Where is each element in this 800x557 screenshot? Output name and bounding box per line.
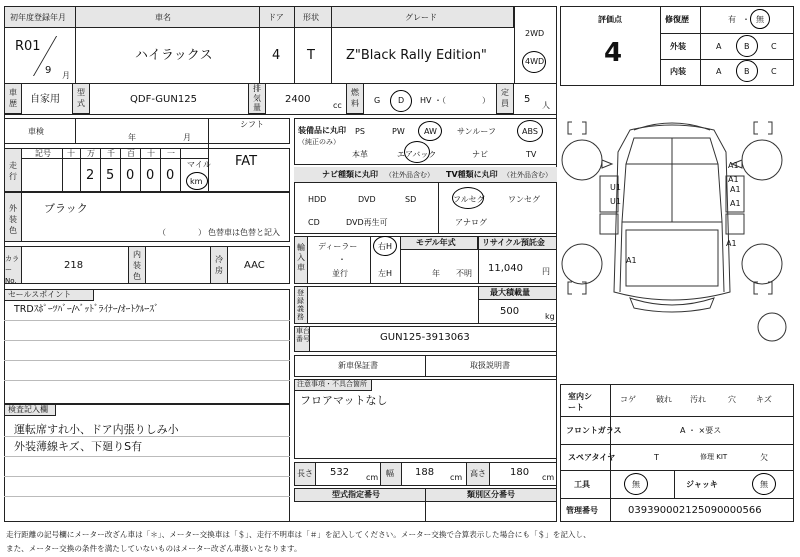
footer-note-2: また、メーター交換の条件を満たしていないものはメーター改ざん車扱いとなります。 <box>6 544 302 553</box>
notes-label: 注意事項・不具合箇所 <box>297 380 367 388</box>
first-reg-month: 9 <box>45 65 52 76</box>
shape-label: 形状 <box>303 13 319 22</box>
drive-4wd: 4WD <box>525 57 545 66</box>
inspector-line2: 外装薄線キズ、下廻りS有 <box>14 440 143 453</box>
door-label: ドア <box>268 13 284 22</box>
category-no-label: 類別区分番号 <box>467 490 515 499</box>
warranty-label: 新車保証書 <box>338 361 378 370</box>
fuel-label: 燃料 <box>351 88 359 108</box>
jack-value: 無 <box>760 480 768 489</box>
chassis-value: GUN125-3913063 <box>380 332 470 343</box>
doors-value: 4 <box>272 48 281 63</box>
equip-aw: AW <box>424 127 437 136</box>
chassis-label: 車台番号 <box>296 327 310 343</box>
aw-circle <box>418 121 442 141</box>
shift-value: FAT <box>235 154 258 169</box>
damage-mark: A1 <box>626 256 637 265</box>
car-diagram <box>560 112 796 372</box>
color-no-label: カラーNo. <box>5 255 19 285</box>
exterior-color-label: 外装色 <box>9 204 17 235</box>
displacement-value: 2400 <box>285 94 311 105</box>
inspection-label: 車検 <box>28 127 44 136</box>
equipment-label: 装備品に丸印 <box>298 126 346 135</box>
interior-b-circle <box>736 60 758 82</box>
first-reg-value: R01 <box>15 39 41 54</box>
abs-circle <box>517 120 543 142</box>
score-label: 評価点 <box>598 15 622 24</box>
equip-airbag: エアバック <box>397 150 437 159</box>
damage-mark: A1 <box>728 175 739 184</box>
capacity-label: 定員 <box>501 88 509 108</box>
color-no-value: 218 <box>64 260 84 271</box>
mileage-digit: 2 <box>86 168 95 183</box>
model-value: QDF-GUN125 <box>130 94 197 105</box>
tools-value: 無 <box>632 480 640 489</box>
usage-value: 自家用 <box>30 94 60 105</box>
max-load-value: 500 <box>500 306 520 317</box>
width-value: 188 <box>415 467 435 478</box>
first-reg-label: 初年度登録年月 <box>10 13 66 22</box>
km-circle <box>186 172 208 190</box>
auction-sheet: 初年度登録年月 車名 ドア 形状 グレード R01 9 月 ハイラックス 4 T Z"Black Rally Edition" 2WD 4WD 車歴 自家用 型式 QDF-GUN125 排気量 2400 cc 燃料 G D HV ・（ ） 定員 5 人 車検 年 月 シフト FAT 走行 記号 十 万 千 百 十 一 2 5 0 0 0 マイル km 外装色 ブラック （ ） 色替車は色替と記入 カラーNo. 218 内装色 冷房 AAC セールスポイント TRDｽﾎﾟｰﾂﾊﾞｰ/ﾍﾞｯﾄﾞﾗｲﾅｰ/ｵｰﾄｸﾙｰｽﾞ 検査記入欄 運転席すれ小、ドア内張りしみ小 外装薄線キズ、下廻りS有 装備品に丸印 （純正のみ） PS PW AW サンルーフ ABS 本革 エアバック ナビ TV ナビ種類に丸印 （社外品含む） TV種類に丸印 （社外品含む） HDD DVD SD CD DVD再生可 フルセグ ワンセグ アナログ 輸入車 ディーラー ・ 並行 右H 左H モデル年式 年 不明 リサイクル預託金 11,040 円 登録義務 最大積載量 500 kg 車台番号 GUN125-3913063 新車保証書 取扱説明書 注意事項・不具合箇所 フロアマットなし 長さ 532 cm 幅 188 cm 高さ 180 cm 型式指定番号 類別区分番号 評価点 4 修復歴 有 ・ 無 外装 A B C 内装 A B C U1 A1 A1 U1 A1 A1 A1 A1 室内シート コゲ 破れ 汚れ 穴 キズ フロントガラス A ・ ×要ス スペアタイヤ T 修理 KIT 欠 工具 無 ジャッキ 無 管理番号 039390002125090000566 走行距離の記号欄にメーター改ざん車は「＊」、メーター交換車は「＄」、走行不明車は「＃」を記入してください。メーター交換で合算表示した場合にも「＄」を記入し、 また、メーター交換の条件を満たしていないものはメーター改ざん車扱いとなります。 <box>0 0 800 557</box>
inspector-line1: 運転席すれ小、ドア内張りしみ小 <box>14 423 179 436</box>
footer-note-1: 走行距離の記号欄にメーター改ざん車は「＊」、メーター交換車は「＄」、走行不明車は「＃」を記入してください。メーター交換で合算表示した場合にも「＄」を記入し、 <box>6 530 591 539</box>
capacity-value: 5 <box>524 94 531 105</box>
grade-label: グレード <box>405 13 437 22</box>
drive-2wd: 2WD <box>525 29 545 38</box>
fuel-d-circle <box>390 90 412 112</box>
model-label: 型式 <box>77 88 85 108</box>
displacement-label: 排気量 <box>253 84 261 112</box>
grade-value: Z"Black Rally Edition" <box>346 48 487 63</box>
score-value: 4 <box>604 38 623 68</box>
exterior-b: B <box>744 42 750 51</box>
mileage-digit: 0 <box>126 168 135 183</box>
inspector-label: 検査記入欄 <box>8 405 48 414</box>
km-unit: km <box>190 177 203 186</box>
aircon-label: 冷房 <box>215 255 223 275</box>
fullseg-circle <box>452 187 484 209</box>
notes-value: フロアマットなし <box>300 394 388 407</box>
tools-label: 工具 <box>574 480 590 489</box>
model-year-label: モデル年式 <box>416 238 456 247</box>
sales-point-label: セールスポイント <box>8 290 72 299</box>
mileage-digit: 0 <box>166 168 175 183</box>
exterior-color-value: ブラック <box>44 202 88 215</box>
navi-label: ナビ種類に丸印 <box>322 170 378 179</box>
usage-label: 車歴 <box>9 88 17 108</box>
damage-mark: A1 <box>730 185 741 194</box>
seat-label: 室内シート <box>568 392 592 412</box>
windshield-label: フロントガラス <box>566 426 622 435</box>
registration-label: 登録義務 <box>297 289 304 321</box>
damage-mark: A1 <box>730 199 741 208</box>
repair-none: 無 <box>756 15 764 24</box>
tv-label: TV種類に丸印 <box>446 170 498 179</box>
mileage-digit: 0 <box>146 168 155 183</box>
car-name-label: 車名 <box>155 13 171 22</box>
right-hand-drive: 右H <box>378 242 393 251</box>
jack-circle <box>752 473 776 495</box>
car-name-value: ハイラックス <box>135 48 213 63</box>
sales-point-value: TRDｽﾎﾟｰﾂﾊﾞｰ/ﾍﾞｯﾄﾞﾗｲﾅｰ/ｵｰﾄｸﾙｰｽﾞ <box>14 304 159 315</box>
interior-b: B <box>744 67 750 76</box>
spare-label: スペアタイヤ <box>568 453 616 462</box>
exterior-color-note: 色替車は色替と記入 <box>208 228 280 237</box>
damage-mark: A1 <box>726 239 737 248</box>
shift-label: シフト <box>240 120 264 129</box>
shape-value: T <box>307 48 315 63</box>
type-no-label: 型式指定番号 <box>332 490 380 499</box>
aircon-value: AAC <box>244 260 265 271</box>
damage-mark: U1 <box>610 183 621 192</box>
windshield-value: A ・ ×要ス <box>680 426 722 435</box>
manual-label: 取扱説明書 <box>470 361 510 370</box>
fuel-d: D <box>398 96 405 105</box>
management-value: 039390002125090000566 <box>628 505 762 516</box>
tools-circle <box>624 473 648 495</box>
right-h-circle <box>373 236 397 256</box>
damage-mark: U1 <box>610 197 621 206</box>
recycle-value: 11,040 <box>488 263 523 274</box>
exterior-b-circle <box>736 35 758 57</box>
airbag-circle <box>404 141 430 163</box>
tv-fullseg: フルセグ <box>453 195 485 204</box>
length-value: 532 <box>330 467 350 478</box>
repair-none-circle <box>750 9 770 29</box>
import-label: 輸入車 <box>297 243 305 272</box>
drive-4wd-circle <box>522 51 546 73</box>
interior-color-label: 内装色 <box>133 250 141 281</box>
equip-abs: ABS <box>522 127 538 136</box>
damage-mark: A1 <box>728 161 739 170</box>
max-load-label: 最大積載量 <box>490 288 530 297</box>
height-value: 180 <box>510 467 530 478</box>
mileage-digit: 5 <box>106 168 115 183</box>
mileage-label: 走行 <box>9 161 17 181</box>
management-label: 管理番号 <box>566 506 598 515</box>
recycle-label: リサイクル預託金 <box>482 238 545 247</box>
